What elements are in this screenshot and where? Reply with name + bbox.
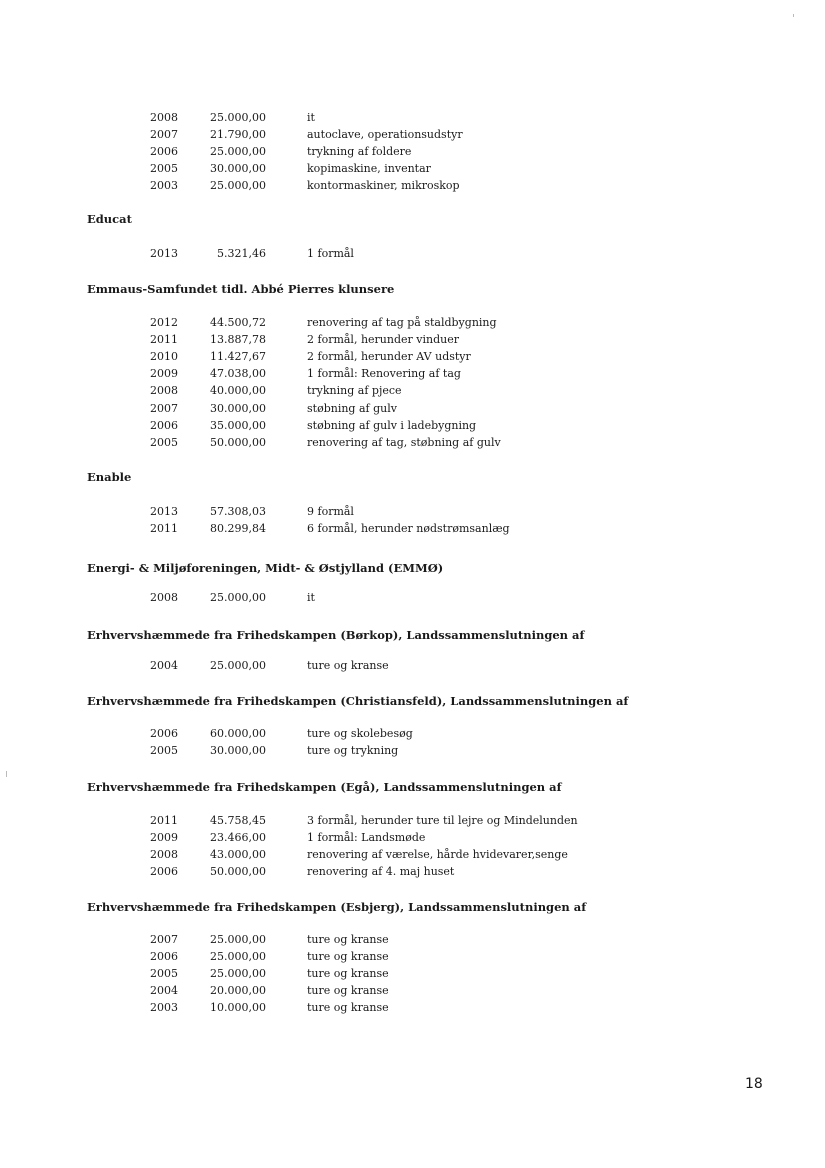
page-number: 18 [745,1076,763,1092]
description-cell: 1 formål [307,247,354,260]
year-cell: 2011 [150,814,178,827]
description-cell: trykning af pjece [307,384,402,398]
description-cell: kopimaskine, inventar [307,162,431,176]
year-cell: 2011 [150,522,178,536]
amount-cell: 43.000,00 [210,848,266,862]
year-cell: 2007 [150,933,178,946]
year-cell: 2005 [150,435,178,449]
amount-cell: 44.500,72 [210,316,266,329]
year-cell: 2009 [150,367,178,381]
description-cell: ture og skolebesøg [307,727,413,740]
amount-cell: 30.000,00 [210,162,266,176]
description-cell: ture og kranse [307,967,389,981]
amount-cell: 25.000,00 [210,591,266,604]
section-heading: Erhvervshæmmede fra Frihedskampen (Egå), Landssammenslutningen af [87,780,562,794]
description-cell: renovering af tag på staldbygning [307,316,497,329]
section-heading: Enable [87,470,132,484]
section-heading: Educat [87,212,132,226]
description-cell: renovering af tag, støbning af gulv [307,435,501,449]
scan-speck [6,771,7,777]
year-cell: 2008 [150,591,178,604]
amount-cell: 80.299,84 [210,522,266,536]
description-cell: trykning af foldere [307,145,412,159]
amount-cell: 25.000,00 [210,933,266,946]
year-cell: 2003 [150,179,178,193]
amount-cell: 23.466,00 [210,831,266,845]
amount-cell: 25.000,00 [210,950,266,964]
description-cell: ture og kranse [307,950,389,964]
description-cell: 1 formål: Landsmøde [307,831,426,845]
description-cell: støbning af gulv i ladebygning [307,418,477,432]
year-cell: 2006 [150,950,178,964]
section-heading: Erhvervshæmmede fra Frihedskampen (Børkop), Landssammenslutningen af [87,628,585,642]
section-heading: Emmaus-Samfundet tidl. Abbé Pierres klunsere [87,282,395,296]
description-cell: ture og trykning [307,744,399,758]
description-cell: it [307,111,315,124]
description-cell: ture og kranse [307,1001,389,1015]
year-cell: 2003 [150,1001,178,1015]
year-cell: 2007 [150,401,178,415]
description-cell: 2 formål, herunder vinduer [307,333,459,347]
amount-cell: 30.000,00 [210,401,266,415]
amount-cell: 25.000,00 [210,179,266,193]
amount-cell: 50.000,00 [210,865,266,879]
description-cell: støbning af gulv [307,401,397,415]
section-heading: Energi- & Miljøforeningen, Midt- & Østjylland (EMMØ) [87,561,444,575]
amount-cell: 13.887,78 [210,333,266,347]
description-cell: ture og kranse [307,659,389,672]
year-cell: 2013 [150,247,178,260]
year-cell: 2005 [150,967,178,981]
year-cell: 2008 [150,848,178,862]
year-cell: 2013 [150,505,178,518]
year-cell: 2004 [150,984,178,998]
year-cell: 2008 [150,384,178,398]
year-cell: 2006 [150,865,178,879]
amount-cell: 60.000,00 [210,727,266,740]
amount-cell: 11.427,67 [210,350,266,364]
amount-cell: 50.000,00 [210,435,266,449]
description-cell: ture og kranse [307,984,389,998]
year-cell: 2011 [150,333,178,347]
description-cell: autoclave, operationsudstyr [307,128,463,142]
description-cell: it [307,591,315,604]
section-heading: Erhvervshæmmede fra Frihedskampen (Esbjerg), Landssammenslutningen af [87,900,587,914]
amount-cell: 25.000,00 [210,659,266,672]
amount-cell: 40.000,00 [210,384,266,398]
year-cell: 2007 [150,128,178,142]
amount-cell: 5.321,46 [217,247,266,260]
year-cell: 2005 [150,744,178,758]
description-cell: renovering af værelse, hårde hvidevarer,senge [307,848,568,862]
amount-cell: 45.758,45 [210,814,266,827]
description-cell: 1 formål: Renovering af tag [307,367,461,381]
amount-cell: 35.000,00 [210,418,266,432]
description-cell: 6 formål, herunder nødstrømsanlæg [307,522,510,536]
amount-cell: 25.000,00 [210,111,266,124]
description-cell: ture og kranse [307,933,389,946]
year-cell: 2004 [150,659,178,672]
amount-cell: 30.000,00 [210,744,266,758]
amount-cell: 10.000,00 [210,1001,266,1015]
year-cell: 2006 [150,418,178,432]
description-cell: renovering af 4. maj huset [307,865,455,879]
description-cell: 3 formål, herunder ture til lejre og Mindelunden [307,814,578,827]
amount-cell: 20.000,00 [210,984,266,998]
year-cell: 2005 [150,162,178,176]
amount-cell: 21.790,00 [210,128,266,142]
amount-cell: 57.308,03 [210,505,266,518]
amount-cell: 25.000,00 [210,967,266,981]
section-heading: Erhvervshæmmede fra Frihedskampen (Christiansfeld), Landssammenslutningen af [87,694,629,708]
amount-cell: 47.038,00 [210,367,266,381]
description-cell: kontormaskiner, mikroskop [307,179,460,193]
year-cell: 2012 [150,316,178,329]
description-cell: 2 formål, herunder AV udstyr [307,350,471,364]
year-cell: 2008 [150,111,178,124]
year-cell: 2009 [150,831,178,845]
year-cell: 2010 [150,350,178,364]
scan-speck [793,14,794,17]
description-cell: 9 formål [307,505,354,518]
year-cell: 2006 [150,727,178,740]
amount-cell: 25.000,00 [210,145,266,159]
year-cell: 2006 [150,145,178,159]
